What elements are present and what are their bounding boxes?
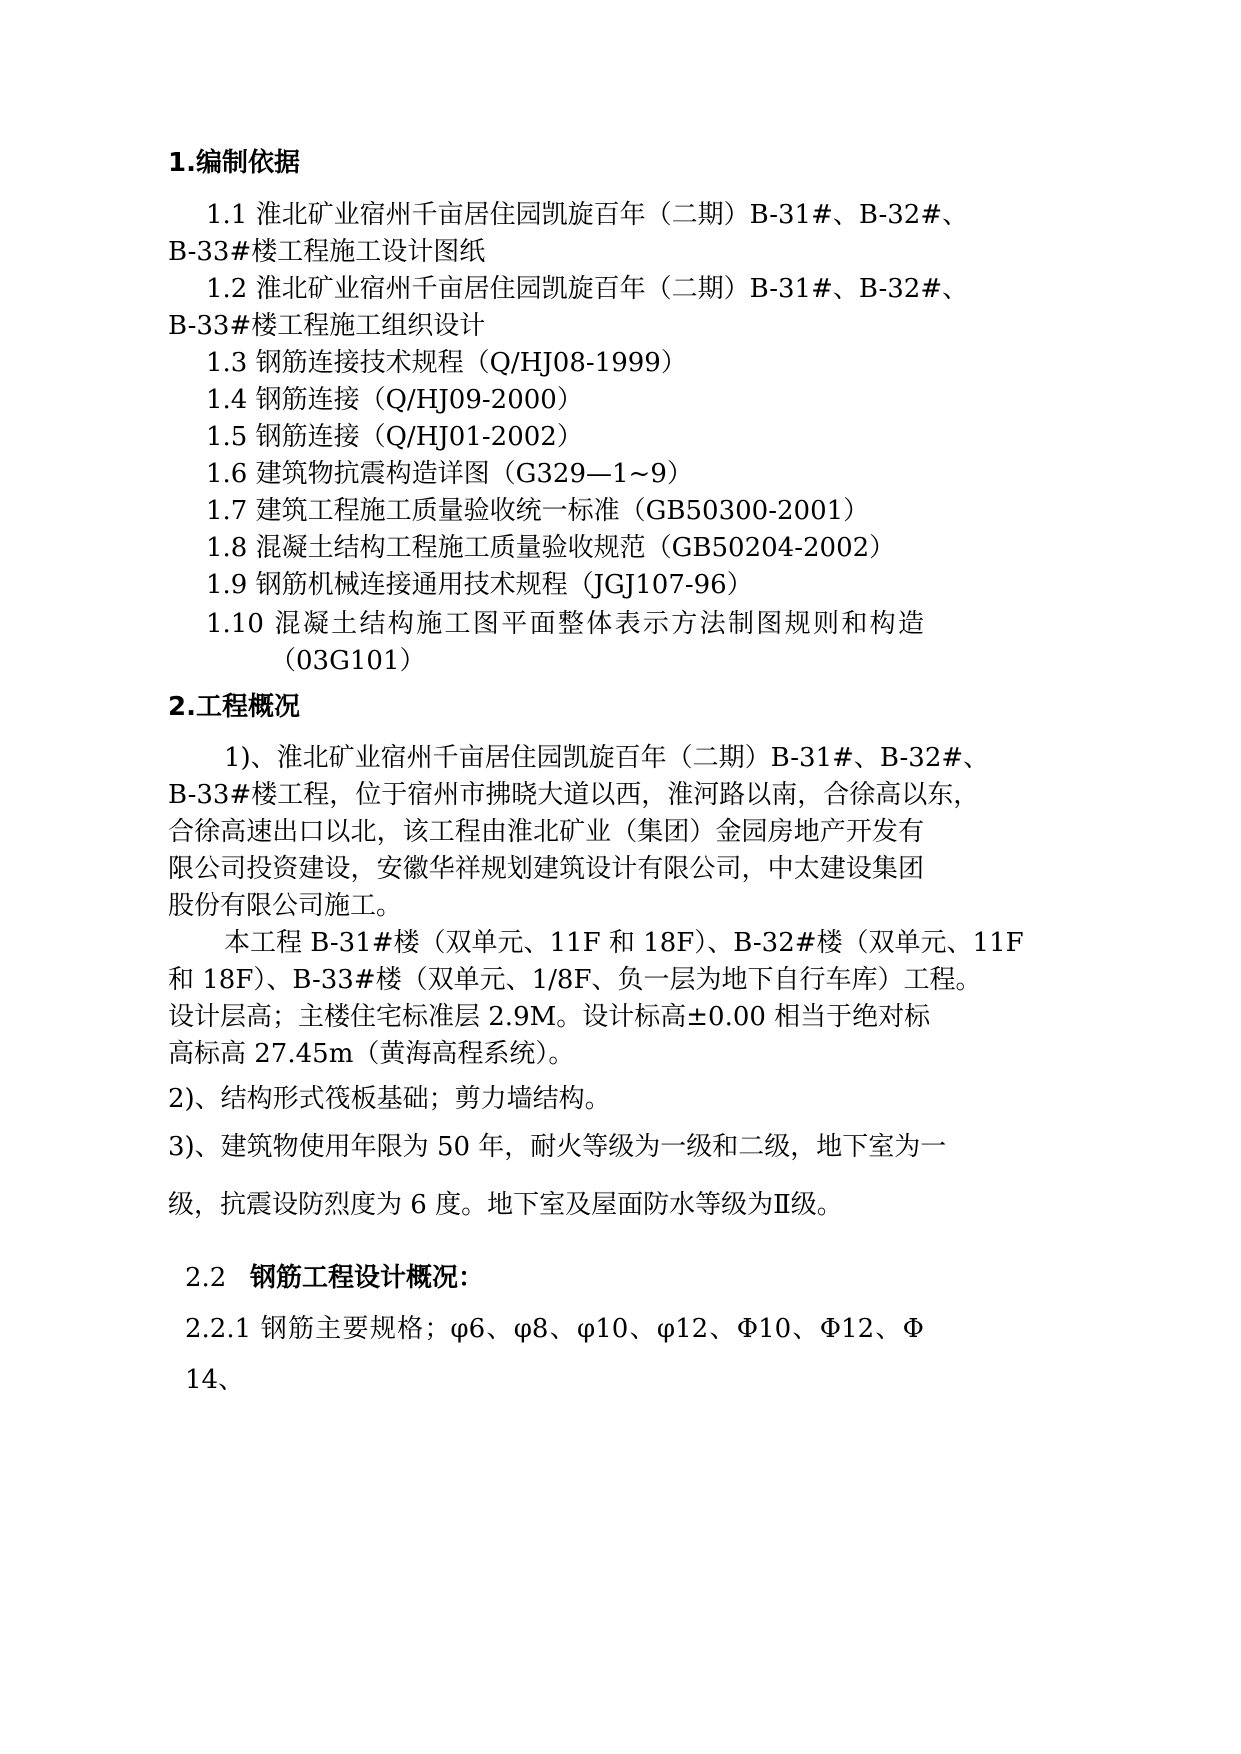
list-item: 1.3 钢筋连接技术规程（Q/HJ08-1999） [206, 348, 687, 378]
paragraph-line: 合徐高速出口以北，该工程由淮北矿业（集团）金园房地产开发有 [168, 817, 924, 847]
list-item: （03G101） [270, 646, 426, 676]
paragraph-line: 高标高 27.45m（黄海高程系统）。 [168, 1039, 575, 1069]
list-item: B-33#楼工程施工组织设计 [168, 311, 486, 341]
list-item: 1.10 混凝土结构施工图平面整体表示方法制图规则和构造 [206, 609, 924, 639]
section2-heading: 2.工程概况 [168, 692, 300, 722]
paragraph-line: 14、 [185, 1365, 245, 1395]
paragraph-line: 2)、结构形式筏板基础；剪力墙结构。 [168, 1084, 611, 1114]
list-item: 1.5 钢筋连接（Q/HJ01-2002） [206, 422, 583, 452]
paragraph-line: 2.2.1 钢筋主要规格；φ6、φ8、φ10、φ12、Φ10、Φ12、Φ [185, 1314, 924, 1344]
list-item: 1.8 混凝土结构工程施工质量验收规范（GB50204-2002） [206, 533, 896, 563]
list-item: B-33#楼工程施工设计图纸 [168, 237, 486, 267]
paragraph-line: 限公司投资建设，安徽华祥规划建筑设计有限公司，中太建设集团 [168, 854, 924, 884]
paragraph-line: 和 18F）、B-33#楼（双单元、1/8F、负一层为地下自行车库）工程。 [168, 965, 982, 995]
list-item: 1.6 建筑物抗震构造详图（G329—1~9） [206, 459, 693, 489]
list-item: 1.2 淮北矿业宿州千亩居住园凯旋百年（二期）B-31#、B-32#、 [206, 274, 969, 304]
paragraph-line: B-33#楼工程，位于宿州市拂晓大道以西，淮河路以南，合徐高以东， [168, 780, 980, 810]
list-item: 1.1 淮北矿业宿州千亩居住园凯旋百年（二期）B-31#、B-32#、 [206, 200, 969, 230]
list-item: 1.7 建筑工程施工质量验收统一标准（GB50300-2001） [206, 496, 870, 526]
paragraph-line: 3)、建筑物使用年限为 50 年，耐火等级为一级和二级，地下室为一 [168, 1132, 947, 1162]
section1-heading: 1.编制依据 [168, 148, 300, 178]
subsection-title: 钢筋工程设计概况： [250, 1263, 485, 1293]
paragraph-line: 股份有限公司施工。 [168, 891, 403, 921]
list-item: 1.9 钢筋机械连接通用技术规程（JGJ107-96） [206, 570, 753, 600]
subsection-number: 2.2 [185, 1263, 227, 1293]
paragraph-line: 本工程 B-31#楼（双单元、11F 和 18F）、B-32#楼（双单元、11F [224, 928, 1024, 958]
paragraph-line: 1)、淮北矿业宿州千亩居住园凯旋百年（二期）B-31#、B-32#、 [224, 743, 990, 773]
paragraph-line: 级，抗震设防烈度为 6 度。地下室及屋面防水等级为Ⅱ级。 [168, 1190, 843, 1220]
list-item: 1.4 钢筋连接（Q/HJ09-2000） [206, 385, 583, 415]
paragraph-line: 设计层高；主楼住宅标准层 2.9M。设计标高±0.00 相当于绝对标 [168, 1002, 931, 1032]
